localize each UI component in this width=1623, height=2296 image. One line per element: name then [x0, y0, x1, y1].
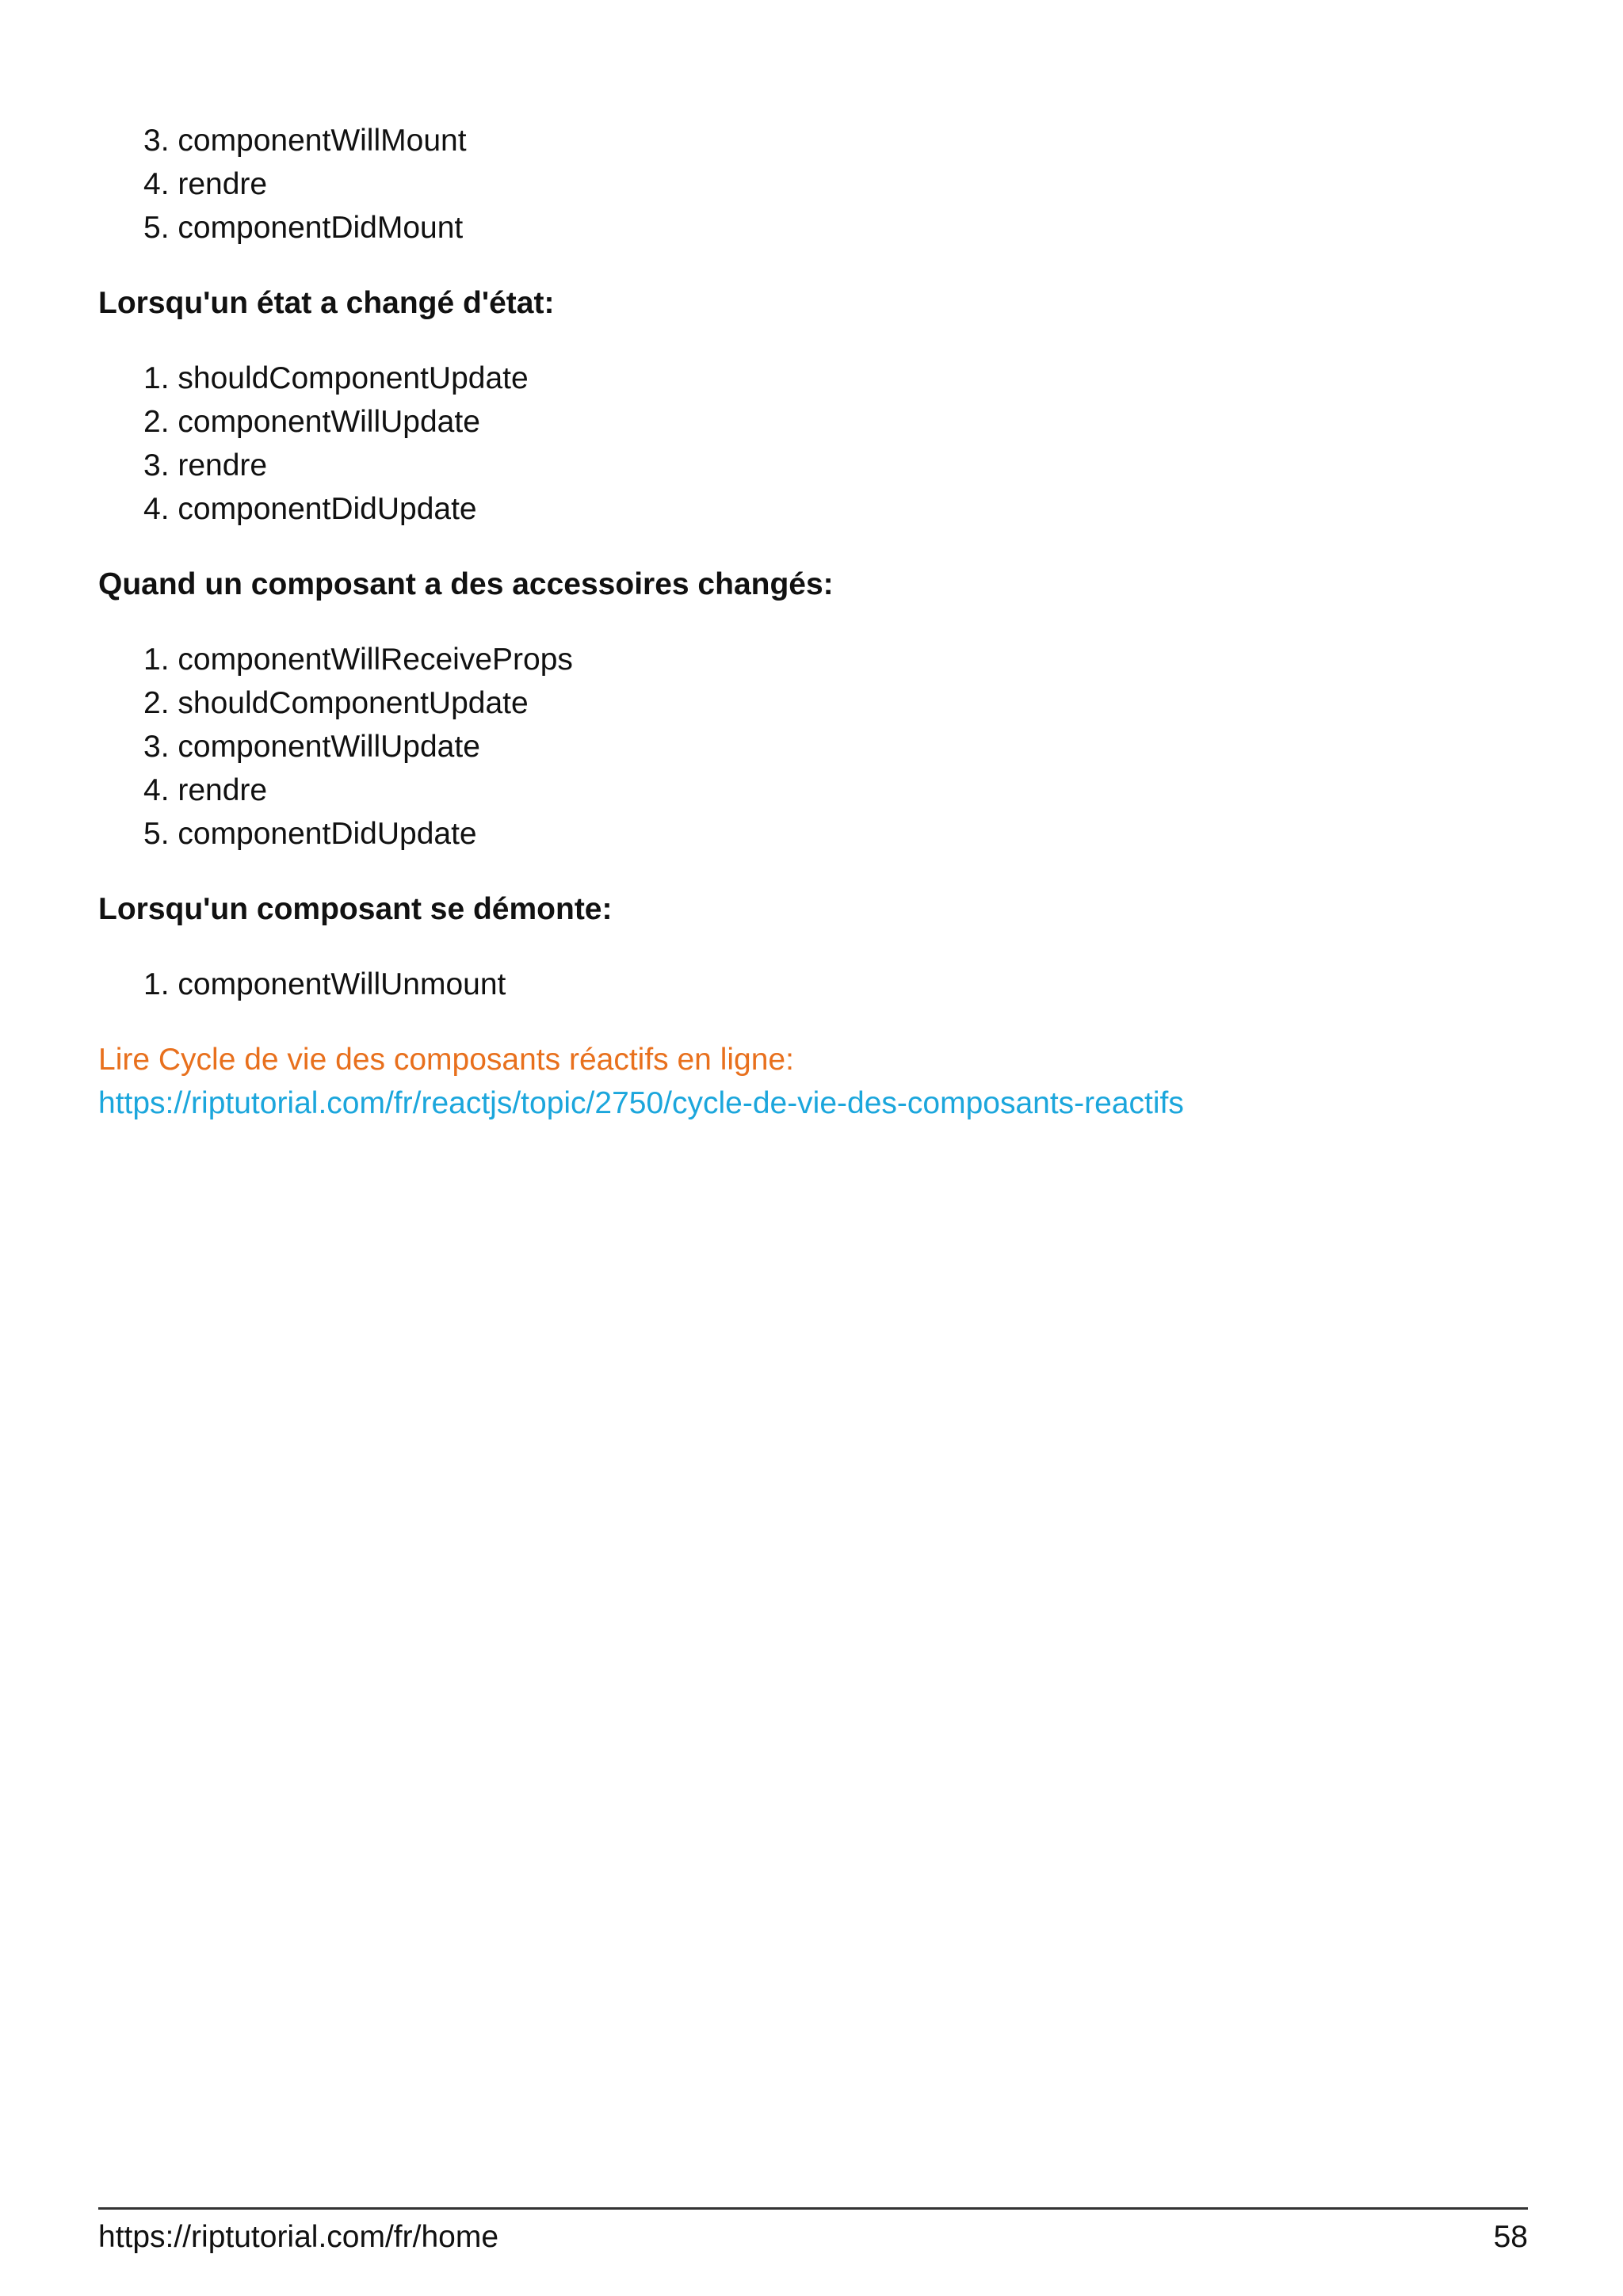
props-changed-steps-list [98, 638, 1525, 856]
state-changed-heading: Lorsqu'un état a changé d'état: [98, 286, 555, 320]
list-item: 4. rendre [143, 167, 268, 201]
list-item: 1. shouldComponentUpdate [143, 361, 529, 395]
unmount-steps-list [98, 963, 1525, 1006]
list-item: 4. componentDidUpdate [143, 492, 477, 526]
list-item: 3. rendre [143, 448, 268, 482]
list-item: 1. componentWillUnmount [143, 967, 506, 1001]
read-online-block [98, 1038, 1525, 1125]
footer-url: https://riptutorial.com/fr/home [98, 2220, 499, 2254]
page-content [98, 119, 1525, 1125]
mount-steps-list [98, 119, 1525, 250]
state-changed-steps-list [98, 357, 1525, 531]
read-online-intro: Lire Cycle de vie des composants réactifs en ligne: [98, 1043, 794, 1077]
list-item: 1. componentWillReceiveProps [143, 643, 573, 677]
list-item: 5. componentDidUpdate [143, 817, 477, 851]
list-item: 3. componentWillMount [143, 124, 467, 158]
page-number: 58 [1493, 2220, 1528, 2254]
topic-link[interactable]: https://riptutorial.com/fr/reactjs/topic/2750/cycle-de-vie-des-composants-reactifs [98, 1086, 1184, 1120]
props-changed-heading: Quand un composant a des accessoires changés: [98, 567, 834, 601]
list-item: 4. rendre [143, 773, 268, 807]
list-item: 5. componentDidMount [143, 211, 464, 245]
list-item: 2. componentWillUpdate [143, 405, 480, 439]
list-item: 2. shouldComponentUpdate [143, 686, 529, 720]
list-item: 3. componentWillUpdate [143, 730, 480, 764]
footer-divider [98, 2207, 1528, 2210]
unmount-heading: Lorsqu'un composant se démonte: [98, 892, 613, 926]
